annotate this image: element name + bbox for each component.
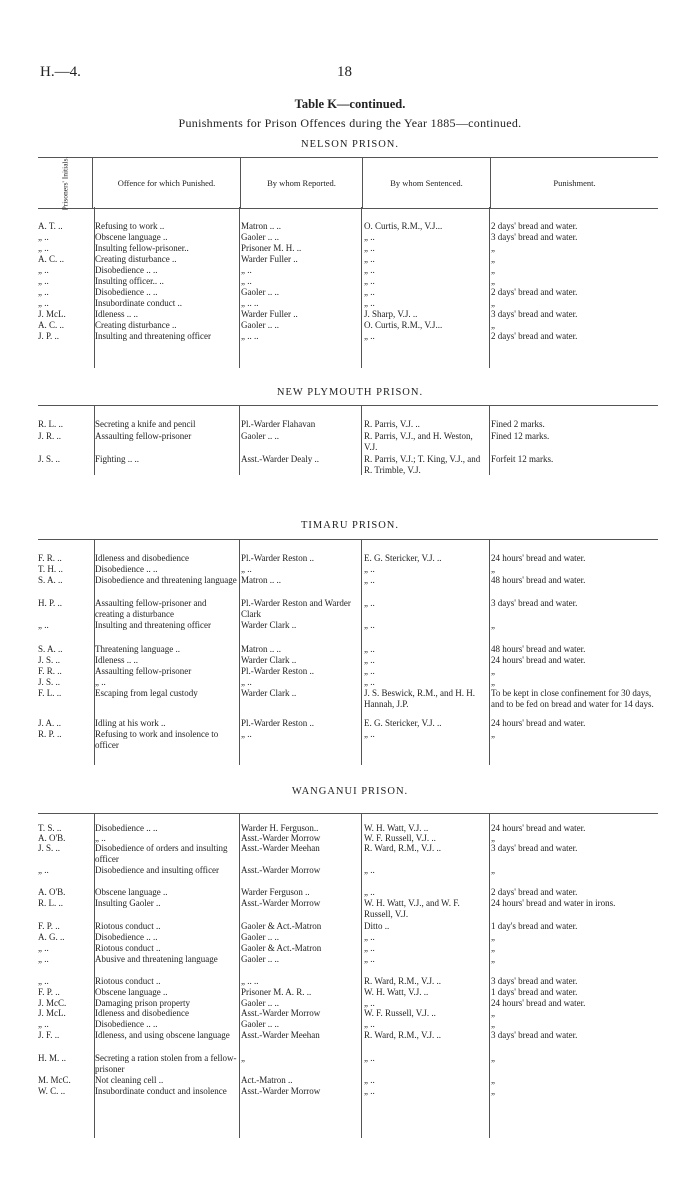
cell-sentenced-by: „ .. <box>364 598 375 608</box>
cell-reported-by: Asst.-Warder Morrow <box>241 1008 321 1018</box>
cell-punishment: Fined 12 marks. <box>491 431 550 441</box>
cell-sentenced-by: „ .. <box>364 287 375 297</box>
cell-offence: Disobedience .. .. <box>95 932 158 942</box>
cell-reported-by: Gaoler .. .. <box>241 1019 279 1029</box>
cell-offence: Idleness and disobedience <box>95 1008 189 1018</box>
column-rule <box>489 813 490 1138</box>
cell-sentenced-by: „ .. <box>364 729 375 739</box>
cell-initials: „ .. <box>38 265 49 275</box>
cell-sentenced-by: R. Parris, V.J. .. <box>364 419 420 429</box>
cell-sentenced-by: J. Sharp, V.J. .. <box>364 309 418 319</box>
cell-reported-by: Gaoler .. .. <box>241 287 279 297</box>
cell-initials: J. McC. <box>38 998 67 1008</box>
cell-reported-by: Gaoler .. .. <box>241 431 279 441</box>
cell-reported-by: Asst.-Warder Dealy .. <box>241 454 319 464</box>
cell-initials: „ .. <box>38 954 49 964</box>
cell-reported-by: Gaoler .. .. <box>241 998 279 1008</box>
column-header: By whom Sentenced. <box>363 158 491 208</box>
cell-reported-by: Pl.-Warder Flahavan <box>241 419 316 429</box>
cell-offence: Disobedience .. .. <box>95 265 158 275</box>
cell-punishment: Forfeit 12 marks. <box>491 454 554 464</box>
cell-reported-by: Prisoner M. A. R. .. <box>241 987 312 997</box>
cell-offence: Secreting a knife and pencil <box>95 419 196 429</box>
cell-reported-by: Gaoler .. .. <box>241 954 279 964</box>
cell-sentenced-by: „ .. <box>364 666 375 676</box>
cell-punishment: 3 days' bread and water. <box>491 843 578 853</box>
cell-punishment: To be kept in close confinement for 30 days, and to be fed on bread and water for 14 days. <box>491 688 654 709</box>
cell-sentenced-by: „ .. <box>364 575 375 585</box>
column-rule <box>239 813 240 1138</box>
cell-initials: F. L. .. <box>38 688 62 698</box>
cell-reported-by: Pl.-Warder Reston and Warder Clark <box>241 598 351 619</box>
cell-initials: S. A. .. <box>38 644 63 654</box>
cell-offence: Damaging prison property <box>95 998 190 1008</box>
cell-sentenced-by: R. Ward, R.M., V.J. .. <box>364 843 442 853</box>
cell-punishment: 3 days' bread and water. <box>491 232 578 242</box>
cell-reported-by: Gaoler .. .. <box>241 932 279 942</box>
cell-punishment: 48 hours' bread and water. <box>491 644 586 654</box>
section-title: NELSON PRISON. <box>300 139 399 150</box>
cell-sentenced-by: „ .. <box>364 932 375 942</box>
table-subtitle: Punishments for Prison Offences during the Year 1885—continued. <box>178 116 522 130</box>
cell-offence: Disobedience .. .. <box>95 287 158 297</box>
cell-reported-by: Warder Clark .. <box>241 655 297 665</box>
cell-sentenced-by: „ .. <box>364 1086 375 1096</box>
cell-punishment: 2 days' bread and water. <box>491 331 578 341</box>
cell-reported-by: Asst.-Warder Morrow <box>241 1086 321 1096</box>
cell-punishment: „ <box>491 1075 495 1085</box>
cell-initials: „ .. <box>38 243 49 253</box>
cell-sentenced-by: Ditto .. <box>364 921 390 931</box>
section-title: NEW PLYMOUTH PRISON. <box>276 387 424 398</box>
cell-initials: H. M. .. <box>38 1053 67 1063</box>
column-rule <box>361 405 362 475</box>
cell-sentenced-by: „ .. <box>364 943 375 953</box>
table-title: Table K—continued. <box>294 97 406 111</box>
cell-offence: Obscene language .. <box>95 987 168 997</box>
cell-initials: „ .. <box>38 976 49 986</box>
cell-punishment: 2 days' bread and water. <box>491 887 578 897</box>
cell-punishment: 1 days' bread and water. <box>491 987 578 997</box>
cell-offence: Riotous conduct .. <box>95 921 161 931</box>
column-header: By whom Reported. <box>241 158 363 208</box>
cell-offence: Obscene language .. <box>95 887 168 897</box>
cell-reported-by: „ .. <box>241 564 252 574</box>
cell-reported-by: Matron .. .. <box>241 575 281 585</box>
cell-punishment: „ <box>491 1008 495 1018</box>
cell-offence: Assaulting fellow-prisoner <box>95 431 192 441</box>
cell-punishment: „ <box>491 1086 495 1096</box>
cell-initials: H. P. .. <box>38 598 63 608</box>
cell-reported-by: Pl.-Warder Reston .. <box>241 718 315 728</box>
section-table <box>38 813 658 1138</box>
cell-offence: Assaulting fellow-prisoner and creating a disturbance <box>95 598 207 619</box>
cell-reported-by: Warder H. Ferguson.. <box>241 823 319 833</box>
cell-punishment: „ <box>491 865 495 875</box>
cell-sentenced-by: W. H. Watt, V.J. .. <box>364 987 429 997</box>
cell-punishment: 3 days' bread and water. <box>491 976 578 986</box>
cell-initials: A. O'B. <box>38 887 66 897</box>
cell-punishment: „ <box>491 298 495 308</box>
cell-punishment: „ <box>491 729 495 739</box>
cell-punishment: „ <box>491 1019 495 1029</box>
section-table <box>38 207 658 368</box>
cell-punishment: 24 hours' bread and water. <box>491 553 586 563</box>
column-rule <box>361 539 362 765</box>
cell-punishment: 3 days' bread and water. <box>491 598 578 608</box>
cell-initials: „ .. <box>38 865 49 875</box>
cell-sentenced-by: O. Curtis, R.M., V.J... <box>364 221 443 231</box>
cell-sentenced-by: E. G. Stericker, V.J. .. <box>364 553 442 563</box>
cell-initials: J. S. .. <box>38 655 61 665</box>
cell-reported-by: Warder Fuller .. <box>241 254 298 264</box>
cell-sentenced-by: „ .. <box>364 1075 375 1085</box>
cell-initials: „ .. <box>38 943 49 953</box>
cell-sentenced-by: „ .. <box>364 331 375 341</box>
cell-initials: R. L. .. <box>38 898 64 908</box>
rule <box>38 539 658 540</box>
cell-offence: Idleness .. .. <box>95 309 138 319</box>
column-header: Offence for which Punished. <box>93 158 241 208</box>
cell-punishment: „ <box>491 276 495 286</box>
cell-punishment: 1 day's bread and water. <box>491 921 578 931</box>
section-table <box>38 539 658 765</box>
cell-punishment: „ <box>491 254 495 264</box>
cell-sentenced-by: „ .. <box>364 298 375 308</box>
cell-sentenced-by: „ .. <box>364 243 375 253</box>
cell-initials: J. McL. <box>38 309 66 319</box>
cell-sentenced-by: „ .. <box>364 998 375 1008</box>
cell-initials: F. R. .. <box>38 553 62 563</box>
rule <box>38 813 658 814</box>
cell-offence: Insulting Gaoler .. <box>95 898 161 908</box>
cell-sentenced-by: „ .. <box>364 254 375 264</box>
cell-initials: M. McC. <box>38 1075 71 1085</box>
column-rule <box>239 539 240 765</box>
cell-initials: J. S. .. <box>38 454 61 464</box>
column-rule <box>239 405 240 475</box>
cell-sentenced-by: R. Ward, R.M., V.J. .. <box>364 1030 442 1040</box>
column-rule <box>489 405 490 475</box>
cell-offence: Disobedience .. .. <box>95 823 158 833</box>
cell-offence: Threatening language .. <box>95 644 180 654</box>
cell-reported-by: Asst.-Warder Meehan <box>241 843 320 853</box>
cell-punishment: „ <box>491 677 495 687</box>
cell-sentenced-by: „ .. <box>364 644 375 654</box>
cell-initials: F. P. .. <box>38 987 60 997</box>
cell-reported-by: „ .. .. <box>241 298 259 308</box>
cell-offence: Fighting .. .. <box>95 454 140 464</box>
cell-initials: F. P. .. <box>38 921 60 931</box>
cell-reported-by: Warder Ferguson .. <box>241 887 310 897</box>
cell-sentenced-by: „ .. <box>364 620 375 630</box>
cell-reported-by: Pl.-Warder Reston .. <box>241 553 315 563</box>
cell-initials: W. C. .. <box>38 1086 66 1096</box>
cell-offence: Insulting and threatening officer <box>95 620 212 630</box>
cell-initials: „ .. <box>38 1019 49 1029</box>
cell-offence: Disobedience .. .. <box>95 564 158 574</box>
cell-sentenced-by: J. S. Beswick, R.M., and H. H. Hannah, J.P. <box>364 688 476 709</box>
column-header: Prisoners' Initials. <box>38 158 93 208</box>
cell-reported-by: Asst.-Warder Morrow <box>241 833 321 843</box>
cell-initials: A. O'B. <box>38 833 66 843</box>
cell-sentenced-by: R. Parris, V.J., and H. Weston, V.J. <box>364 431 473 452</box>
cell-initials: „ .. <box>38 276 49 286</box>
cell-punishment: 2 days' bread and water. <box>491 287 578 297</box>
cell-punishment: „ <box>491 954 495 964</box>
cell-punishment: 3 days' bread and water. <box>491 309 578 319</box>
cell-offence: Insulting officer.. .. <box>95 276 164 286</box>
column-header: Punishment. <box>553 178 596 188</box>
cell-reported-by: Warder Clark .. <box>241 620 297 630</box>
cell-sentenced-by: O. Curtis, R.M., V.J... <box>364 320 443 330</box>
page-header-ref: H.—4. <box>40 64 81 80</box>
cell-offence: Idleness, and using obscene language <box>95 1030 230 1040</box>
cell-offence: Insulting fellow-prisoner.. <box>95 243 189 253</box>
cell-initials: J. S. .. <box>38 843 61 853</box>
cell-punishment: „ <box>491 666 495 676</box>
cell-punishment: „ <box>491 620 495 630</box>
cell-offence: Creating disturbance .. <box>95 320 177 330</box>
cell-offence: Disobedience .. .. <box>95 1019 158 1029</box>
cell-initials: S. A. .. <box>38 575 63 585</box>
cell-initials: „ .. <box>38 232 49 242</box>
cell-punishment: 24 hours' bread and water. <box>491 655 586 665</box>
cell-initials: A. C. .. <box>38 320 65 330</box>
cell-punishment: „ <box>491 932 495 942</box>
cell-initials: „ .. <box>38 287 49 297</box>
cell-sentenced-by: „ .. <box>364 887 375 897</box>
cell-punishment: 24 hours' bread and water. <box>491 823 586 833</box>
cell-offence: Idleness .. .. <box>95 655 138 665</box>
column-rule <box>239 207 240 368</box>
cell-sentenced-by: „ .. <box>364 276 375 286</box>
cell-sentenced-by: „ .. <box>364 265 375 275</box>
cell-offence: Abusive and threatening language <box>95 954 218 964</box>
cell-offence: Disobedience and threatening language <box>95 575 237 585</box>
cell-initials: A. G. .. <box>38 932 65 942</box>
cell-offence: Idling at his work .. <box>95 718 166 728</box>
cell-punishment: 48 hours' bread and water. <box>491 575 586 585</box>
cell-punishment: „ <box>491 833 495 843</box>
cell-reported-by: „ .. <box>241 677 252 687</box>
cell-offence: „ .. <box>95 677 106 687</box>
cell-initials: J. R. .. <box>38 431 62 441</box>
cell-initials: J. F. .. <box>38 1030 60 1040</box>
cell-offence: „ .. <box>95 833 106 843</box>
section-title: WANGANUI PRISON. <box>291 786 409 797</box>
cell-reported-by: Gaoler & Act.-Matron <box>241 921 322 931</box>
cell-initials: J. P. .. <box>38 331 60 341</box>
cell-reported-by: Pl.-Warder Reston .. <box>241 666 315 676</box>
cell-sentenced-by: „ .. <box>364 564 375 574</box>
cell-sentenced-by: „ .. <box>364 655 375 665</box>
cell-reported-by: „ .. .. <box>241 331 259 341</box>
section-title: TIMARU PRISON. <box>300 520 399 531</box>
cell-offence: Assaulting fellow-prisoner <box>95 666 192 676</box>
cell-initials: „ .. <box>38 298 49 308</box>
cell-sentenced-by: W. H. Watt, V.J., and W. F. Russell, V.J. <box>364 898 460 919</box>
cell-offence: Creating disturbance .. <box>95 254 177 264</box>
cell-punishment: „ <box>491 320 495 330</box>
cell-reported-by: Prisoner M. H. .. <box>241 243 302 253</box>
cell-punishment: 24 hours' bread and water. <box>491 998 586 1008</box>
cell-punishment: „ <box>491 243 495 253</box>
cell-initials: A. C. .. <box>38 254 65 264</box>
cell-offence: Insubordinate conduct and insolence <box>95 1086 227 1096</box>
cell-punishment: 24 hours' bread and water in irons. <box>491 898 616 908</box>
cell-sentenced-by: E. G. Stericker, V.J. .. <box>364 718 442 728</box>
column-rule <box>489 207 490 368</box>
cell-reported-by: Warder Clark .. <box>241 688 297 698</box>
cell-offence: Obscene language .. <box>95 232 168 242</box>
cell-reported-by: „ .. <box>241 265 252 275</box>
cell-reported-by: „ .. <box>241 276 252 286</box>
cell-sentenced-by: R. Parris, V.J.; T. King, V.J., and R. Trimble, V.J. <box>364 454 481 475</box>
cell-initials: R. P. .. <box>38 729 62 739</box>
rule <box>38 405 658 406</box>
cell-sentenced-by: W. F. Russell, V.J. .. <box>364 1008 436 1018</box>
cell-punishment: Fined 2 marks. <box>491 419 545 429</box>
cell-initials: J. A. .. <box>38 718 62 728</box>
cell-sentenced-by: „ .. <box>364 954 375 964</box>
cell-offence: Insulting and threatening officer <box>95 331 212 341</box>
cell-reported-by: Gaoler .. .. <box>241 320 279 330</box>
cell-punishment: „ <box>491 564 495 574</box>
cell-initials: T. S. .. <box>38 823 62 833</box>
cell-initials: T. H. .. <box>38 564 63 574</box>
cell-sentenced-by: „ .. <box>364 1053 375 1063</box>
cell-punishment: 2 days' bread and water. <box>491 221 578 231</box>
cell-initials: J. McL. <box>38 1008 66 1018</box>
cell-reported-by: Asst.-Warder Meehan <box>241 1030 320 1040</box>
cell-initials: „ .. <box>38 620 49 630</box>
cell-reported-by: Gaoler & Act.-Matron <box>241 943 322 953</box>
cell-sentenced-by: R. Ward, R.M., V.J. .. <box>364 976 442 986</box>
cell-offence: Idleness and disobedience <box>95 553 189 563</box>
cell-sentenced-by: „ .. <box>364 865 375 875</box>
cell-reported-by: Asst.-Warder Morrow <box>241 898 321 908</box>
cell-reported-by: „ .. .. <box>241 976 259 986</box>
cell-reported-by: Matron .. .. <box>241 221 281 231</box>
cell-reported-by: Warder Fuller .. <box>241 309 298 319</box>
cell-reported-by: „ .. <box>241 729 252 739</box>
cell-punishment: 3 days' bread and water. <box>491 1030 578 1040</box>
column-rule <box>361 207 362 368</box>
cell-sentenced-by: „ .. <box>364 232 375 242</box>
cell-reported-by: Act.-Matron .. <box>241 1075 293 1085</box>
cell-punishment: „ <box>491 1053 495 1063</box>
cell-offence: Insubordinate conduct .. <box>95 298 182 308</box>
page-number: 18 <box>337 64 352 80</box>
cell-reported-by: „ <box>241 1053 245 1063</box>
cell-reported-by: Asst.-Warder Morrow <box>241 865 321 875</box>
cell-sentenced-by: „ .. <box>364 1019 375 1029</box>
cell-offence: Escaping from legal custody <box>95 688 198 698</box>
cell-offence: Riotous conduct .. <box>95 943 161 953</box>
cell-initials: R. L. .. <box>38 419 64 429</box>
cell-offence: Refusing to work and insolence to officer <box>95 729 219 750</box>
cell-punishment: „ <box>491 943 495 953</box>
cell-sentenced-by: W. F. Russell, V.J. .. <box>364 833 436 843</box>
section-table <box>38 405 658 475</box>
cell-reported-by: Matron .. .. <box>241 644 281 654</box>
cell-sentenced-by: W. H. Watt, V.J. .. <box>364 823 429 833</box>
cell-initials: F. R. .. <box>38 666 62 676</box>
cell-punishment: 24 hours' bread and water. <box>491 718 586 728</box>
cell-offence: Secreting a ration stolen from a fellow-prisoner <box>95 1053 237 1074</box>
cell-offence: Riotous conduct .. <box>95 976 161 986</box>
cell-sentenced-by: „ .. <box>364 677 375 687</box>
cell-initials: J. S. .. <box>38 677 61 687</box>
column-rule <box>361 813 362 1138</box>
cell-offence: Not cleaning cell .. <box>95 1075 164 1085</box>
cell-offence: Disobedience and insulting officer <box>95 865 220 875</box>
cell-initials: A. T. .. <box>38 221 63 231</box>
cell-offence: Refusing to work .. <box>95 221 165 231</box>
column-rule <box>489 539 490 765</box>
cell-reported-by: Gaoler .. .. <box>241 232 279 242</box>
cell-punishment: „ <box>491 265 495 275</box>
column-headers <box>38 157 658 209</box>
cell-offence: Disobedience of orders and insulting officer <box>95 843 228 864</box>
